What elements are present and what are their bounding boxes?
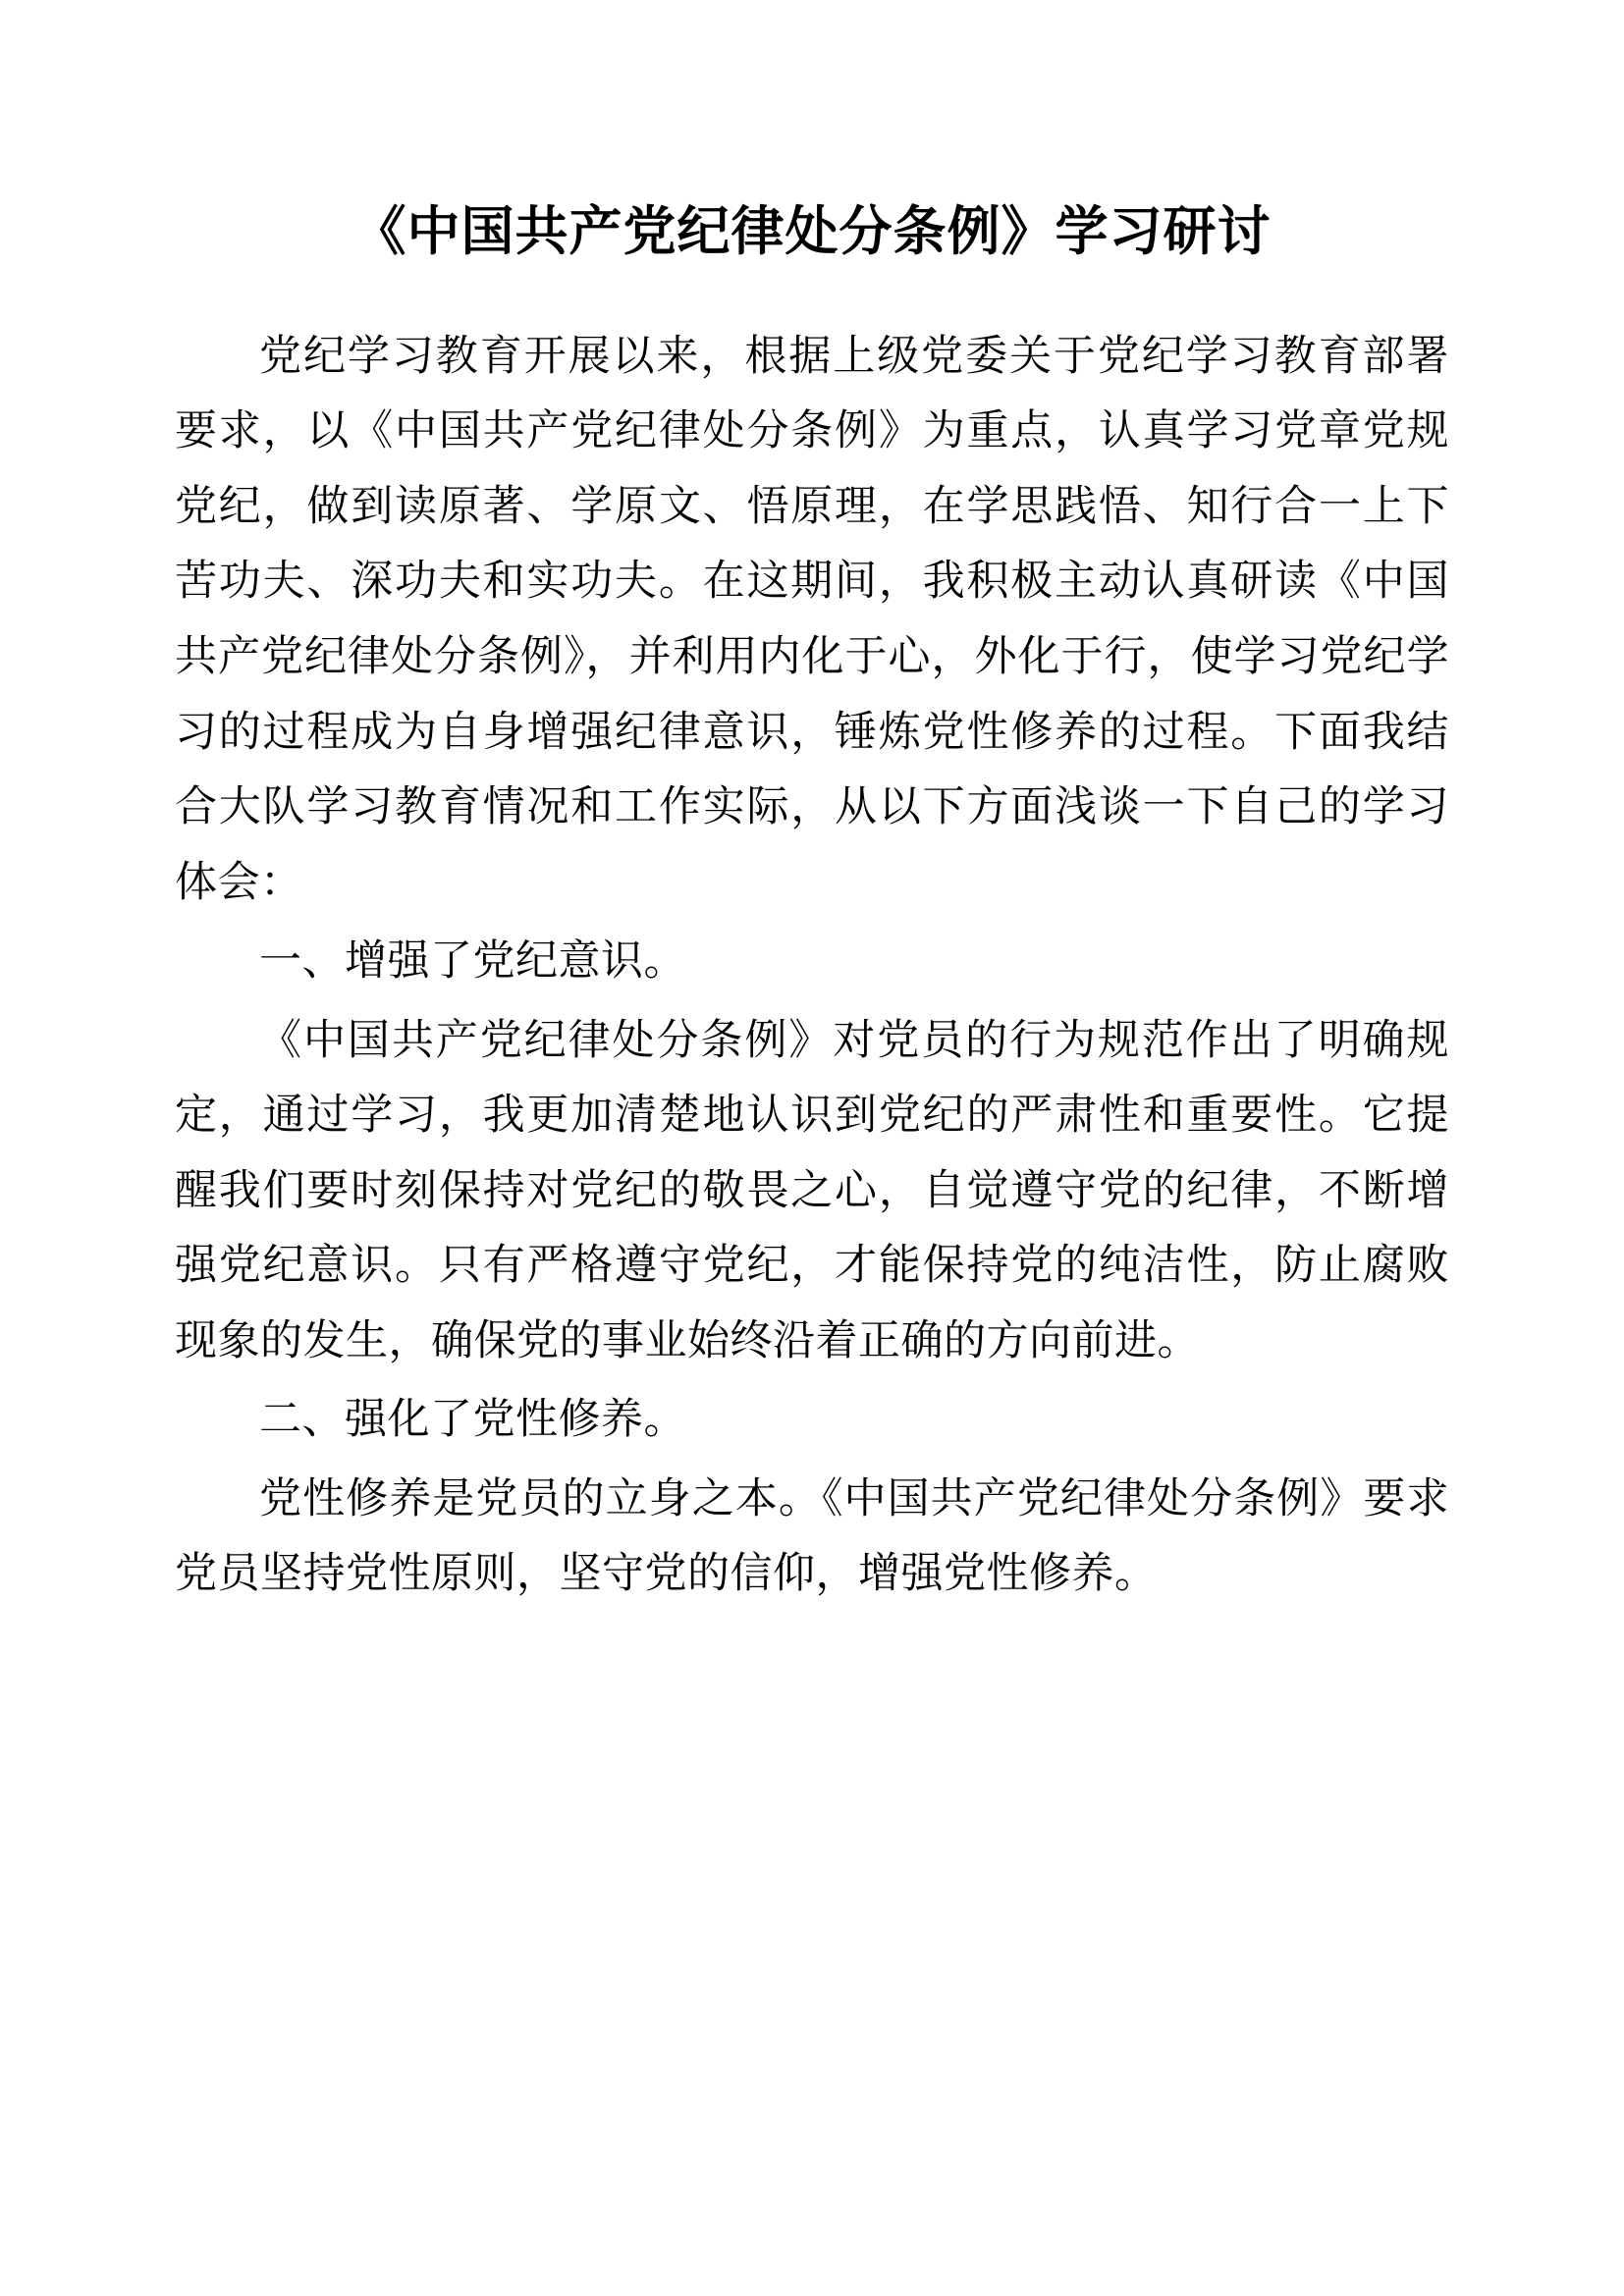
section-heading-one: 一、增强了党纪意识。 [259, 936, 686, 987]
body-paragraph: 《中国共产党纪律处分条例》对党员的行为规范作出了明确规定，通过学习，我更加清楚地认识到党纪的严肃性和重要性。它提醒我们要时刻保持对党纪的敬畏之心，自觉遵守党的纪律，不断增强党纪意识。只有严格遵守党纪，才能保持党的纯洁性，防止腐败现象的发生，确保党的事业始终沿着正确的方向前进。 [175, 1015, 1449, 1365]
body-paragraph: 党纪学习教育开展以来，根据上级党委关于党纪学习教育部署要求，以《中国共产党纪律处分条例》为重点，认真学习党章党规党纪，做到读原著、学原文、悟原理，在学思践悟、知行合一上下苦功夫、深功夫和实功夫。在这期间，我积极主动认真研读《中国共产党纪律处分条例》，并利用内化于心，外化于行，使学习党纪学习的过程成为自身增强纪律意识，锤炼党性修养的过程。下面我结合大队学习教育情况和工作实际，从以下方面浅谈一下自己的学习体会： [175, 331, 1449, 907]
section-heading-two: 二、强化了党性修养。 [259, 1395, 686, 1445]
page-title: 《中国共产党纪律处分条例》学习研讨 [352, 200, 1272, 262]
body-paragraph: 党性修养是党员的立身之本。《中国共产党纪律处分条例》要求党员坚持党性原则，坚守党的信仰，增强党性修养。 [175, 1473, 1449, 1599]
